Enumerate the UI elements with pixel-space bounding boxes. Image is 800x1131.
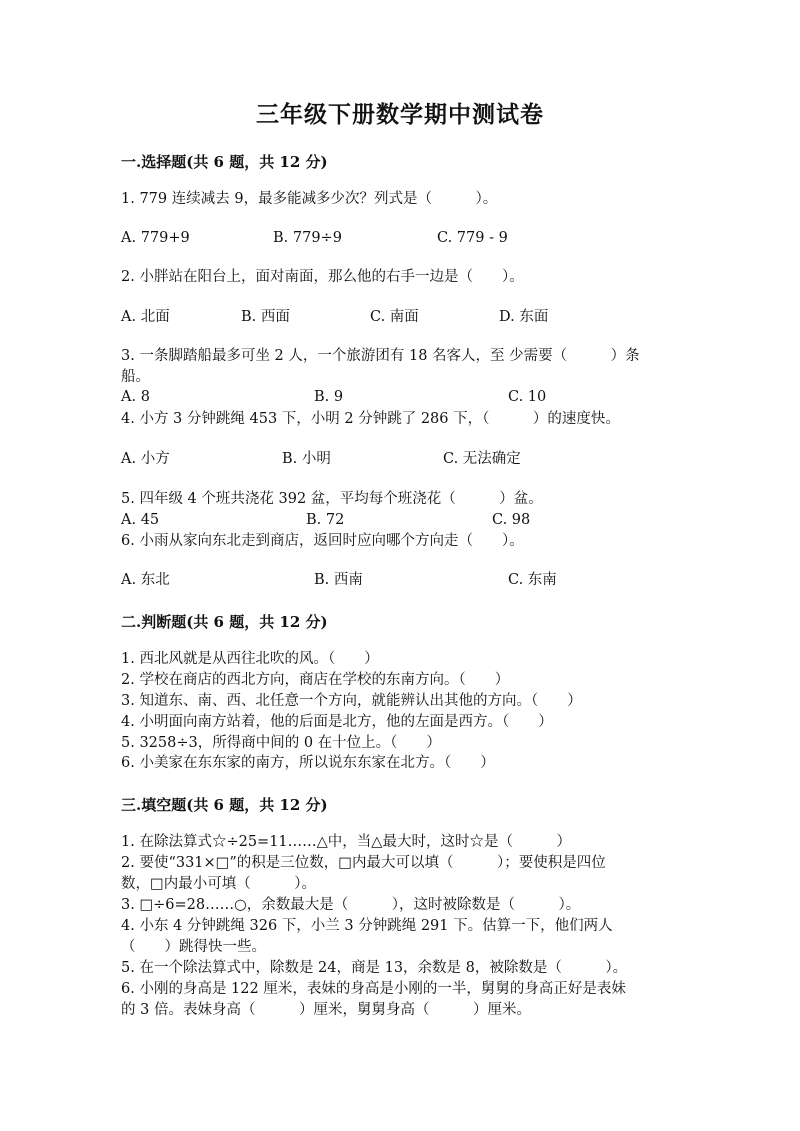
option-d: D. 东面 xyxy=(499,309,549,325)
question-text: 5. 四年级 4 个班共浇花 392 盆，平均每个班浇花（ ）盆。 xyxy=(121,491,543,507)
judge-item: 3. 知道东、南、西、北任意一个方向，就能辨认出其他的方向。（ ） xyxy=(121,693,582,709)
judge-item: 6. 小美家在东东家的南方，所以说东东家在北方。（ ） xyxy=(121,755,495,771)
option-b: B. 西南 xyxy=(314,572,363,588)
option-b: B. 779÷9 xyxy=(273,230,342,246)
fill-line: 3. □÷6=28……○，余数最大是（ ），这时被除数是（ ）。 xyxy=(121,897,581,913)
fill-line: 6. 小刚的身高是 122 厘米，表妹的身高是小刚的一半，舅舅的身高正好是表妹 xyxy=(121,981,626,997)
fill-line: 的 3 倍。表妹身高（ ）厘米，舅舅身高（ ）厘米。 xyxy=(121,1002,531,1018)
section-heading-fill: 三.填空题(共 6 题，共 12 分) xyxy=(121,796,328,814)
fill-line: 4. 小东 4 分钟跳绳 326 下，小兰 3 分钟跳绳 291 下。估算一下，他们两人 xyxy=(121,918,613,934)
question-text: 6. 小雨从家向东北走到商店，返回时应向哪个方向走（ ）。 xyxy=(121,533,524,549)
option-a: A. 779+9 xyxy=(121,230,190,246)
question-text: 3. 一条脚踏船最多可坐 2 人，一个旅游团有 18 名客人，至 少需要（ ）条 xyxy=(121,348,640,364)
option-a: A. 45 xyxy=(121,512,160,528)
option-b: B. 西面 xyxy=(241,309,290,325)
question-text: 1. 779 连续减去 9，最多能减多少次？列式是（ ）。 xyxy=(121,191,498,207)
question-text: 2. 小胖站在阳台上，面对南面，那么他的右手一边是（ ）。 xyxy=(121,269,524,285)
option-c: C. 南面 xyxy=(370,309,419,325)
section-heading-choice: 一.选择题(共 6 题，共 12 分) xyxy=(121,153,328,171)
option-c: C. 无法确定 xyxy=(443,451,521,467)
option-a: A. 8 xyxy=(121,389,150,405)
option-b: B. 9 xyxy=(314,389,344,405)
fill-line: （ ）跳得快一些。 xyxy=(121,939,266,955)
section-heading-judge: 二.判断题(共 6 题，共 12 分) xyxy=(121,613,328,631)
option-c: C. 东南 xyxy=(508,572,557,588)
judge-item: 1. 西北风就是从西往北吹的风。（ ） xyxy=(121,651,379,667)
fill-line: 1. 在除法算式☆÷25=11……△中，当△最大时，这时☆是（ ） xyxy=(121,834,571,850)
option-c: C. 10 xyxy=(508,389,547,405)
fill-line: 5. 在一个除法算式中，除数是 24，商是 13，余数是 8，被除数是（ ）。 xyxy=(121,960,628,976)
fill-line: 数，□内最小可填（ ）。 xyxy=(121,876,316,892)
option-b: B. 72 xyxy=(306,512,345,528)
judge-item: 4. 小明面向南方站着，他的后面是北方，他的左面是西方。（ ） xyxy=(121,714,553,730)
fill-line: 2. 要使“331×□”的积是三位数，□内最大可以填（ ）；要使积是四位 xyxy=(121,855,606,871)
judge-item: 2. 学校在商店的西北方向，商店在学校的东南方向。（ ） xyxy=(121,672,510,688)
question-text-continued: 船。 xyxy=(121,369,150,385)
question-text: 4. 小方 3 分钟跳绳 453 下，小明 2 分钟跳了 286 下，（ ）的速度快。 xyxy=(121,411,620,427)
option-a: A. 东北 xyxy=(121,572,170,588)
option-a: A. 北面 xyxy=(121,309,170,325)
option-b: B. 小明 xyxy=(282,451,331,467)
judge-item: 5. 3258÷3，所得商中间的 0 在十位上。（ ） xyxy=(121,735,441,751)
option-c: C. 98 xyxy=(492,512,531,528)
option-c: C. 779 - 9 xyxy=(437,230,508,246)
option-a: A. 小方 xyxy=(121,451,170,467)
page-title: 三年级下册数学期中测试卷 xyxy=(256,101,544,128)
